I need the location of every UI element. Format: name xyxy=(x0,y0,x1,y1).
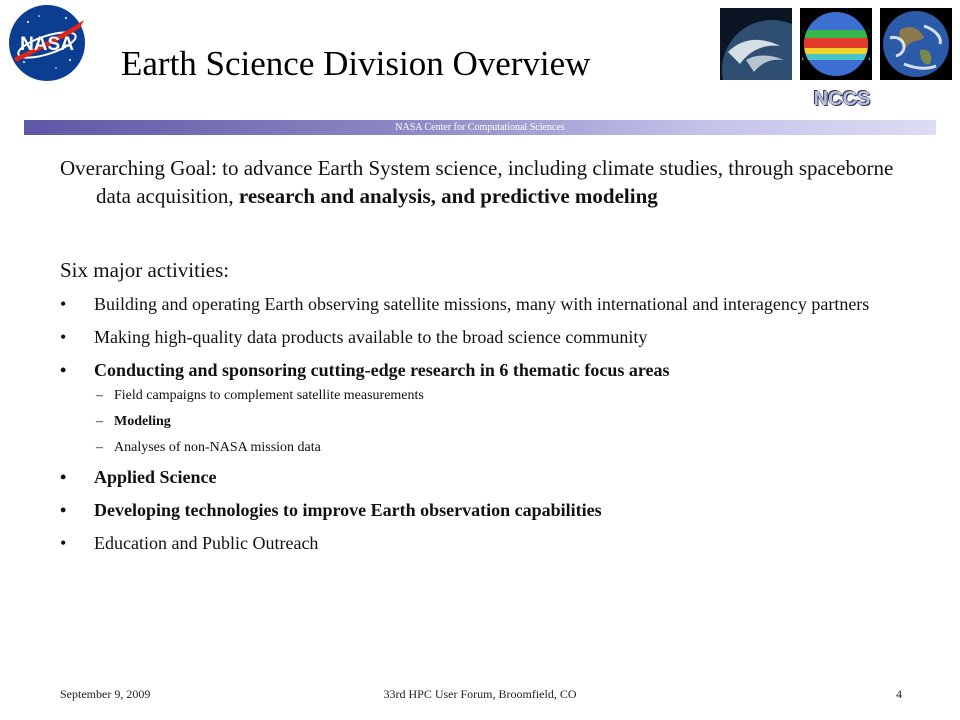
sub-list-item-text: Analyses of non-NASA mission data xyxy=(114,440,321,455)
storm-satellite-image xyxy=(720,8,792,80)
list-item-text: Education and Public Outreach xyxy=(94,533,319,553)
sub-list-item-text: Modeling xyxy=(114,414,171,429)
bullet-mark: • xyxy=(60,500,67,520)
bullet-mark: • xyxy=(60,467,67,487)
dash-mark: – xyxy=(96,440,103,455)
nasa-logo xyxy=(6,2,88,84)
dash-mark: – xyxy=(96,414,103,429)
list-item xyxy=(60,292,900,317)
logo-text: NASA xyxy=(20,34,74,55)
list-item-text: Conducting and sponsoring cutting-edge research in 6 thematic focus areas xyxy=(94,360,670,380)
slide-title: Earth Science Division Overview xyxy=(121,44,591,83)
list-item xyxy=(60,498,900,523)
goal-text: Overarching Goal: to advance Earth System science, including climate studies, through spaceborne data acquisition, xyxy=(60,156,894,208)
list-item-text: Building and operating Earth observing satellite missions, many with international and interagency partners xyxy=(94,294,870,314)
sub-list-item-text: Field campaigns to complement satellite measurements xyxy=(114,388,424,403)
activities-heading: Six major activities: xyxy=(60,258,230,282)
list-item xyxy=(60,325,900,350)
bullet-mark: • xyxy=(60,533,67,553)
list-item-text: Developing technologies to improve Earth observation capabilities xyxy=(94,500,602,520)
page-number: 4 xyxy=(896,687,902,701)
goal-bold-text: research and analysis, and predictive modeling xyxy=(238,184,658,208)
list-item-text: Making high-quality data products available to the broad science community xyxy=(94,327,648,347)
list-item xyxy=(60,465,900,490)
nccs-label: NCCS xyxy=(813,88,871,110)
overarching-goal xyxy=(60,154,900,210)
header-bar xyxy=(24,120,936,135)
earth-images xyxy=(720,8,956,80)
blue-marble-earth-image xyxy=(880,8,952,80)
list-item xyxy=(60,358,900,457)
header-bar-label: NASA Center for Computational Sciences xyxy=(395,122,565,133)
activities-list xyxy=(60,292,900,556)
focus-areas-sublist xyxy=(94,387,900,457)
bullet-mark: • xyxy=(60,360,67,380)
sub-list-item xyxy=(94,387,900,405)
sub-list-item xyxy=(94,439,900,457)
slide-content xyxy=(60,154,900,564)
sub-list-item xyxy=(94,413,900,431)
dash-mark: – xyxy=(96,388,103,403)
footer-date: September 9, 2009 xyxy=(60,687,151,701)
list-item xyxy=(60,531,900,556)
ocean-temperature-globe-image xyxy=(800,8,872,80)
list-item-text: Applied Science xyxy=(94,467,217,487)
bullet-mark: • xyxy=(60,327,67,347)
footer-event: 33rd HPC User Forum, Broomfield, CO xyxy=(383,687,577,701)
bullet-mark: • xyxy=(60,294,67,314)
